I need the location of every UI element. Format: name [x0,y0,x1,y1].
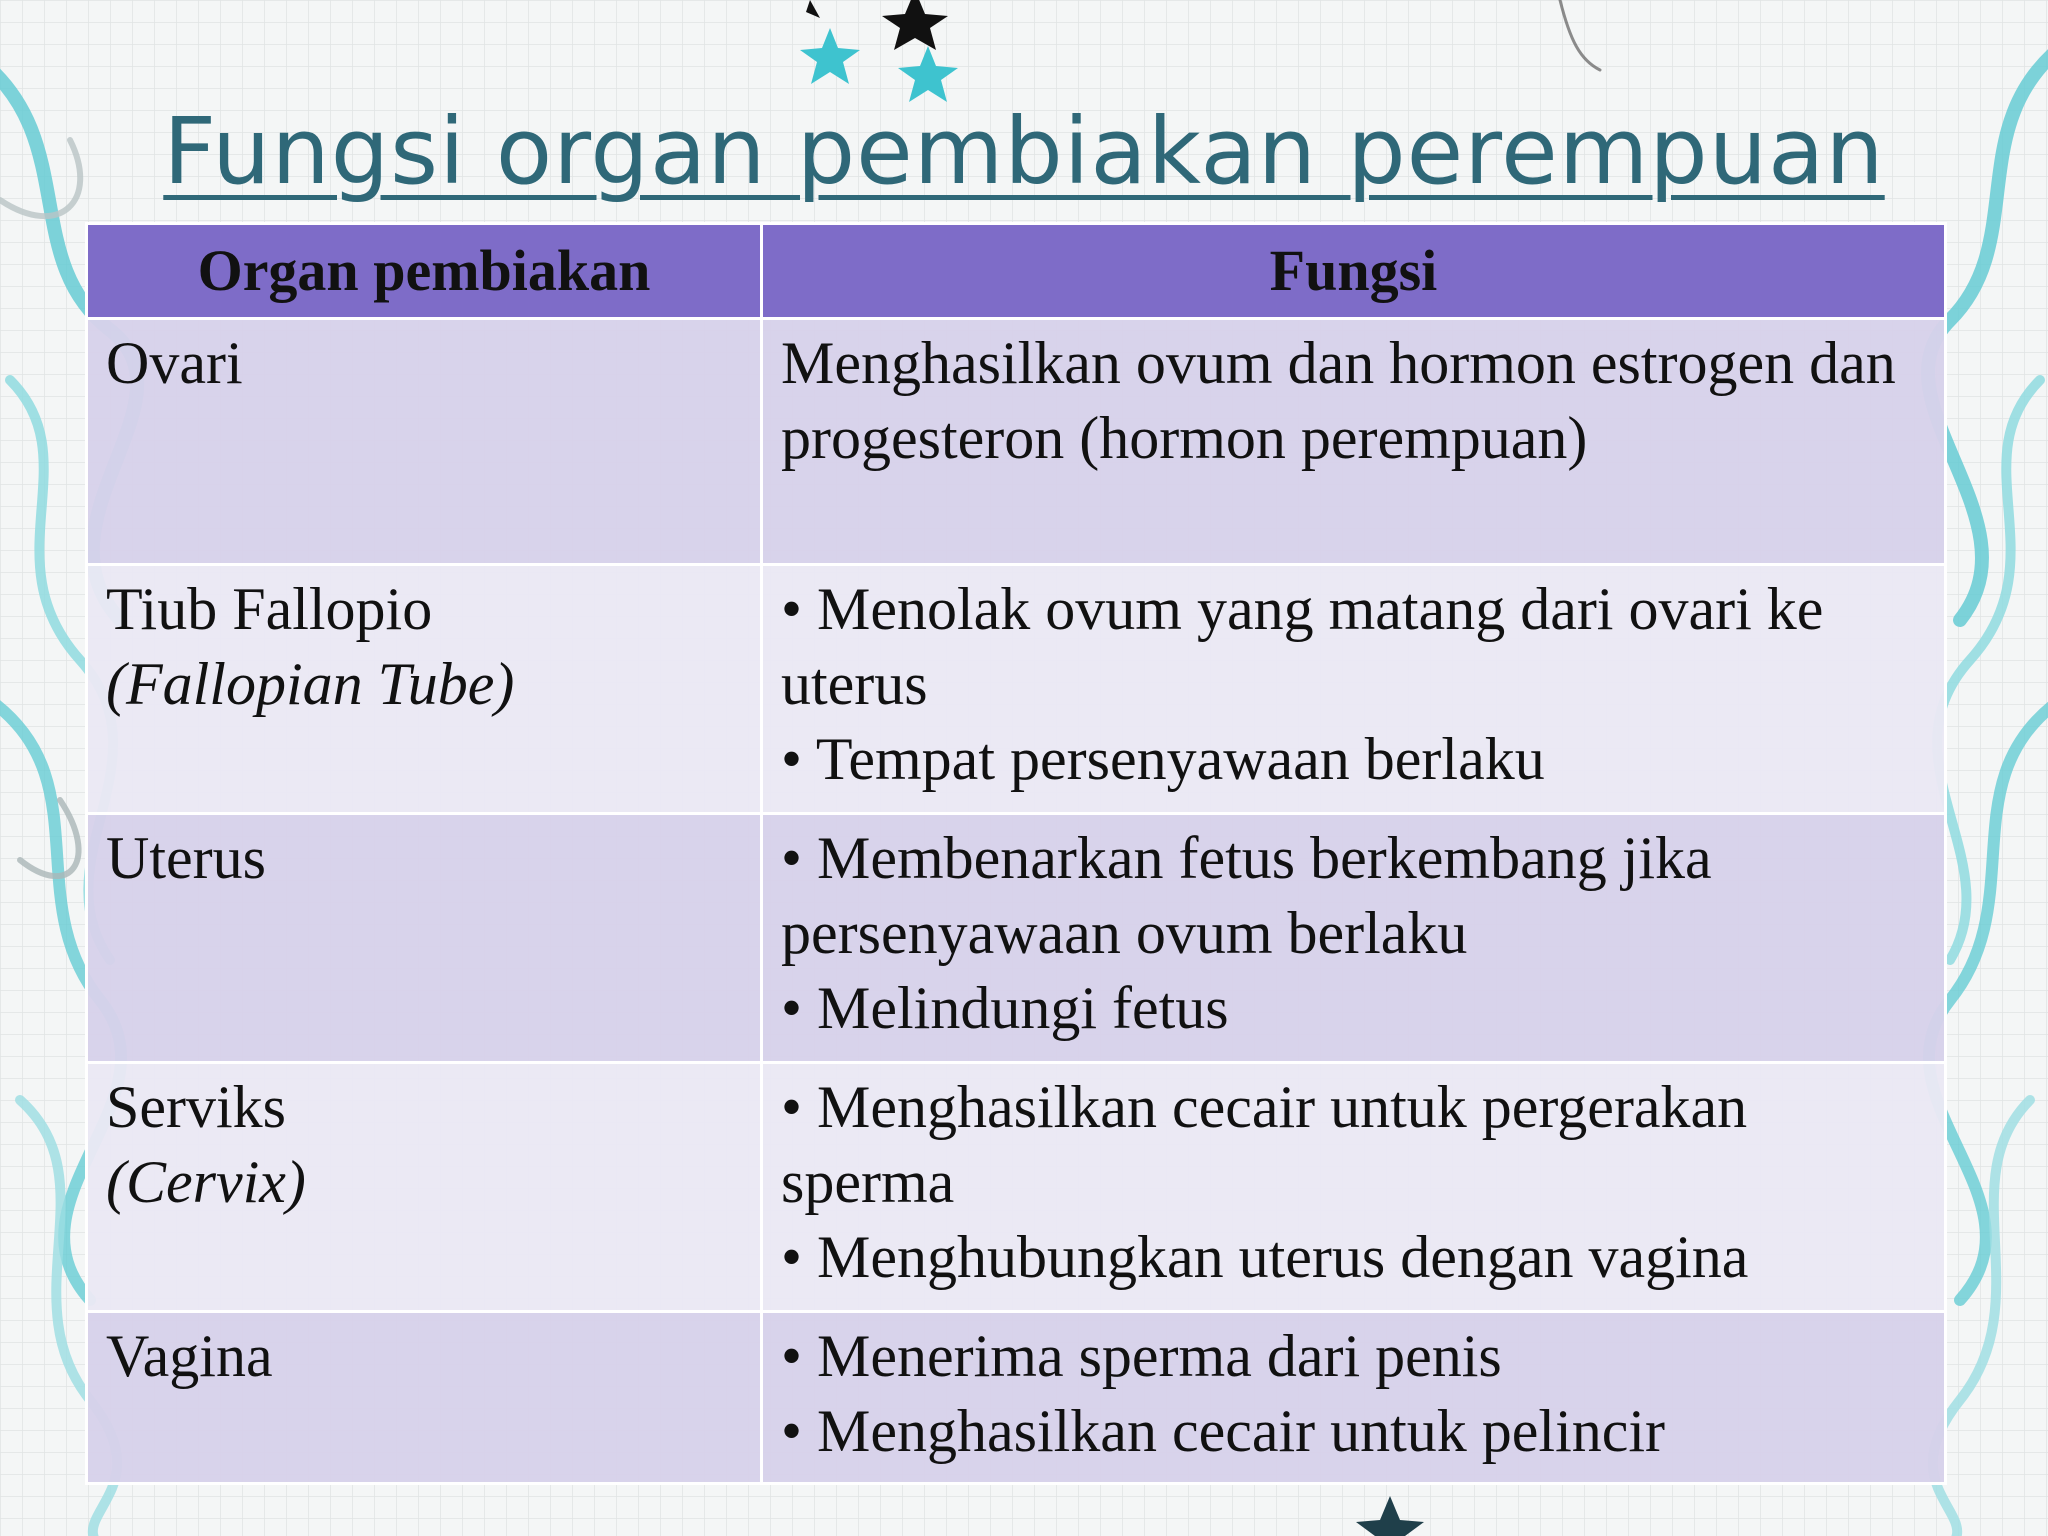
table-row [87,814,1946,1063]
function-item: • Membenarkan fetus berkembang jika persenyawaan ovum berlaku [781,825,1712,966]
function-cell [762,1063,1946,1312]
function-item: • Menolak ovum yang matang dari ovari ke uterus [781,576,1824,717]
organ-name: Tiub Fallopio [106,576,433,642]
function-cell [762,565,1946,814]
organ-name: Ovari [106,330,243,396]
table-row [87,1063,1946,1312]
organ-name: Serviks [106,1074,286,1140]
function-cell [762,319,1946,565]
function-cell [762,814,1946,1063]
table-row [87,319,1946,565]
organ-cell [87,319,762,565]
function-item: • Menerima sperma dari penis [781,1323,1502,1389]
table-row [87,565,1946,814]
page-title: Fungsi organ pembiakan perempuan [163,98,1885,205]
organ-cell [87,1312,762,1484]
function-item: • Menghubungkan uterus dengan vagina [781,1224,1749,1290]
organ-cell [87,1063,762,1312]
function-item: • Menghasilkan cecair untuk pelincir [781,1398,1666,1464]
organ-english-name: (Fallopian Tube) [106,651,515,717]
function-item: • Menghasilkan cecair untuk pergerakan sperma [781,1074,1748,1215]
header-function: Fungsi [762,224,1946,319]
function-item: • Tempat persenyawaan berlaku [781,726,1545,792]
function-cell [762,1312,1946,1484]
organ-cell [87,814,762,1063]
table-row [87,1312,1946,1484]
organ-function-table [85,222,1947,1485]
table-header-row [87,224,1946,319]
function-item: Menghasilkan ovum dan hormon estrogen dan progesteron (hormon perempuan) [781,330,1896,471]
organ-english-name: (Cervix) [106,1149,306,1215]
header-organ: Organ pembiakan [87,224,762,319]
organ-name: Vagina [106,1323,273,1389]
organ-name: Uterus [106,825,266,891]
function-item: • Melindungi fetus [781,975,1229,1041]
organ-cell [87,565,762,814]
